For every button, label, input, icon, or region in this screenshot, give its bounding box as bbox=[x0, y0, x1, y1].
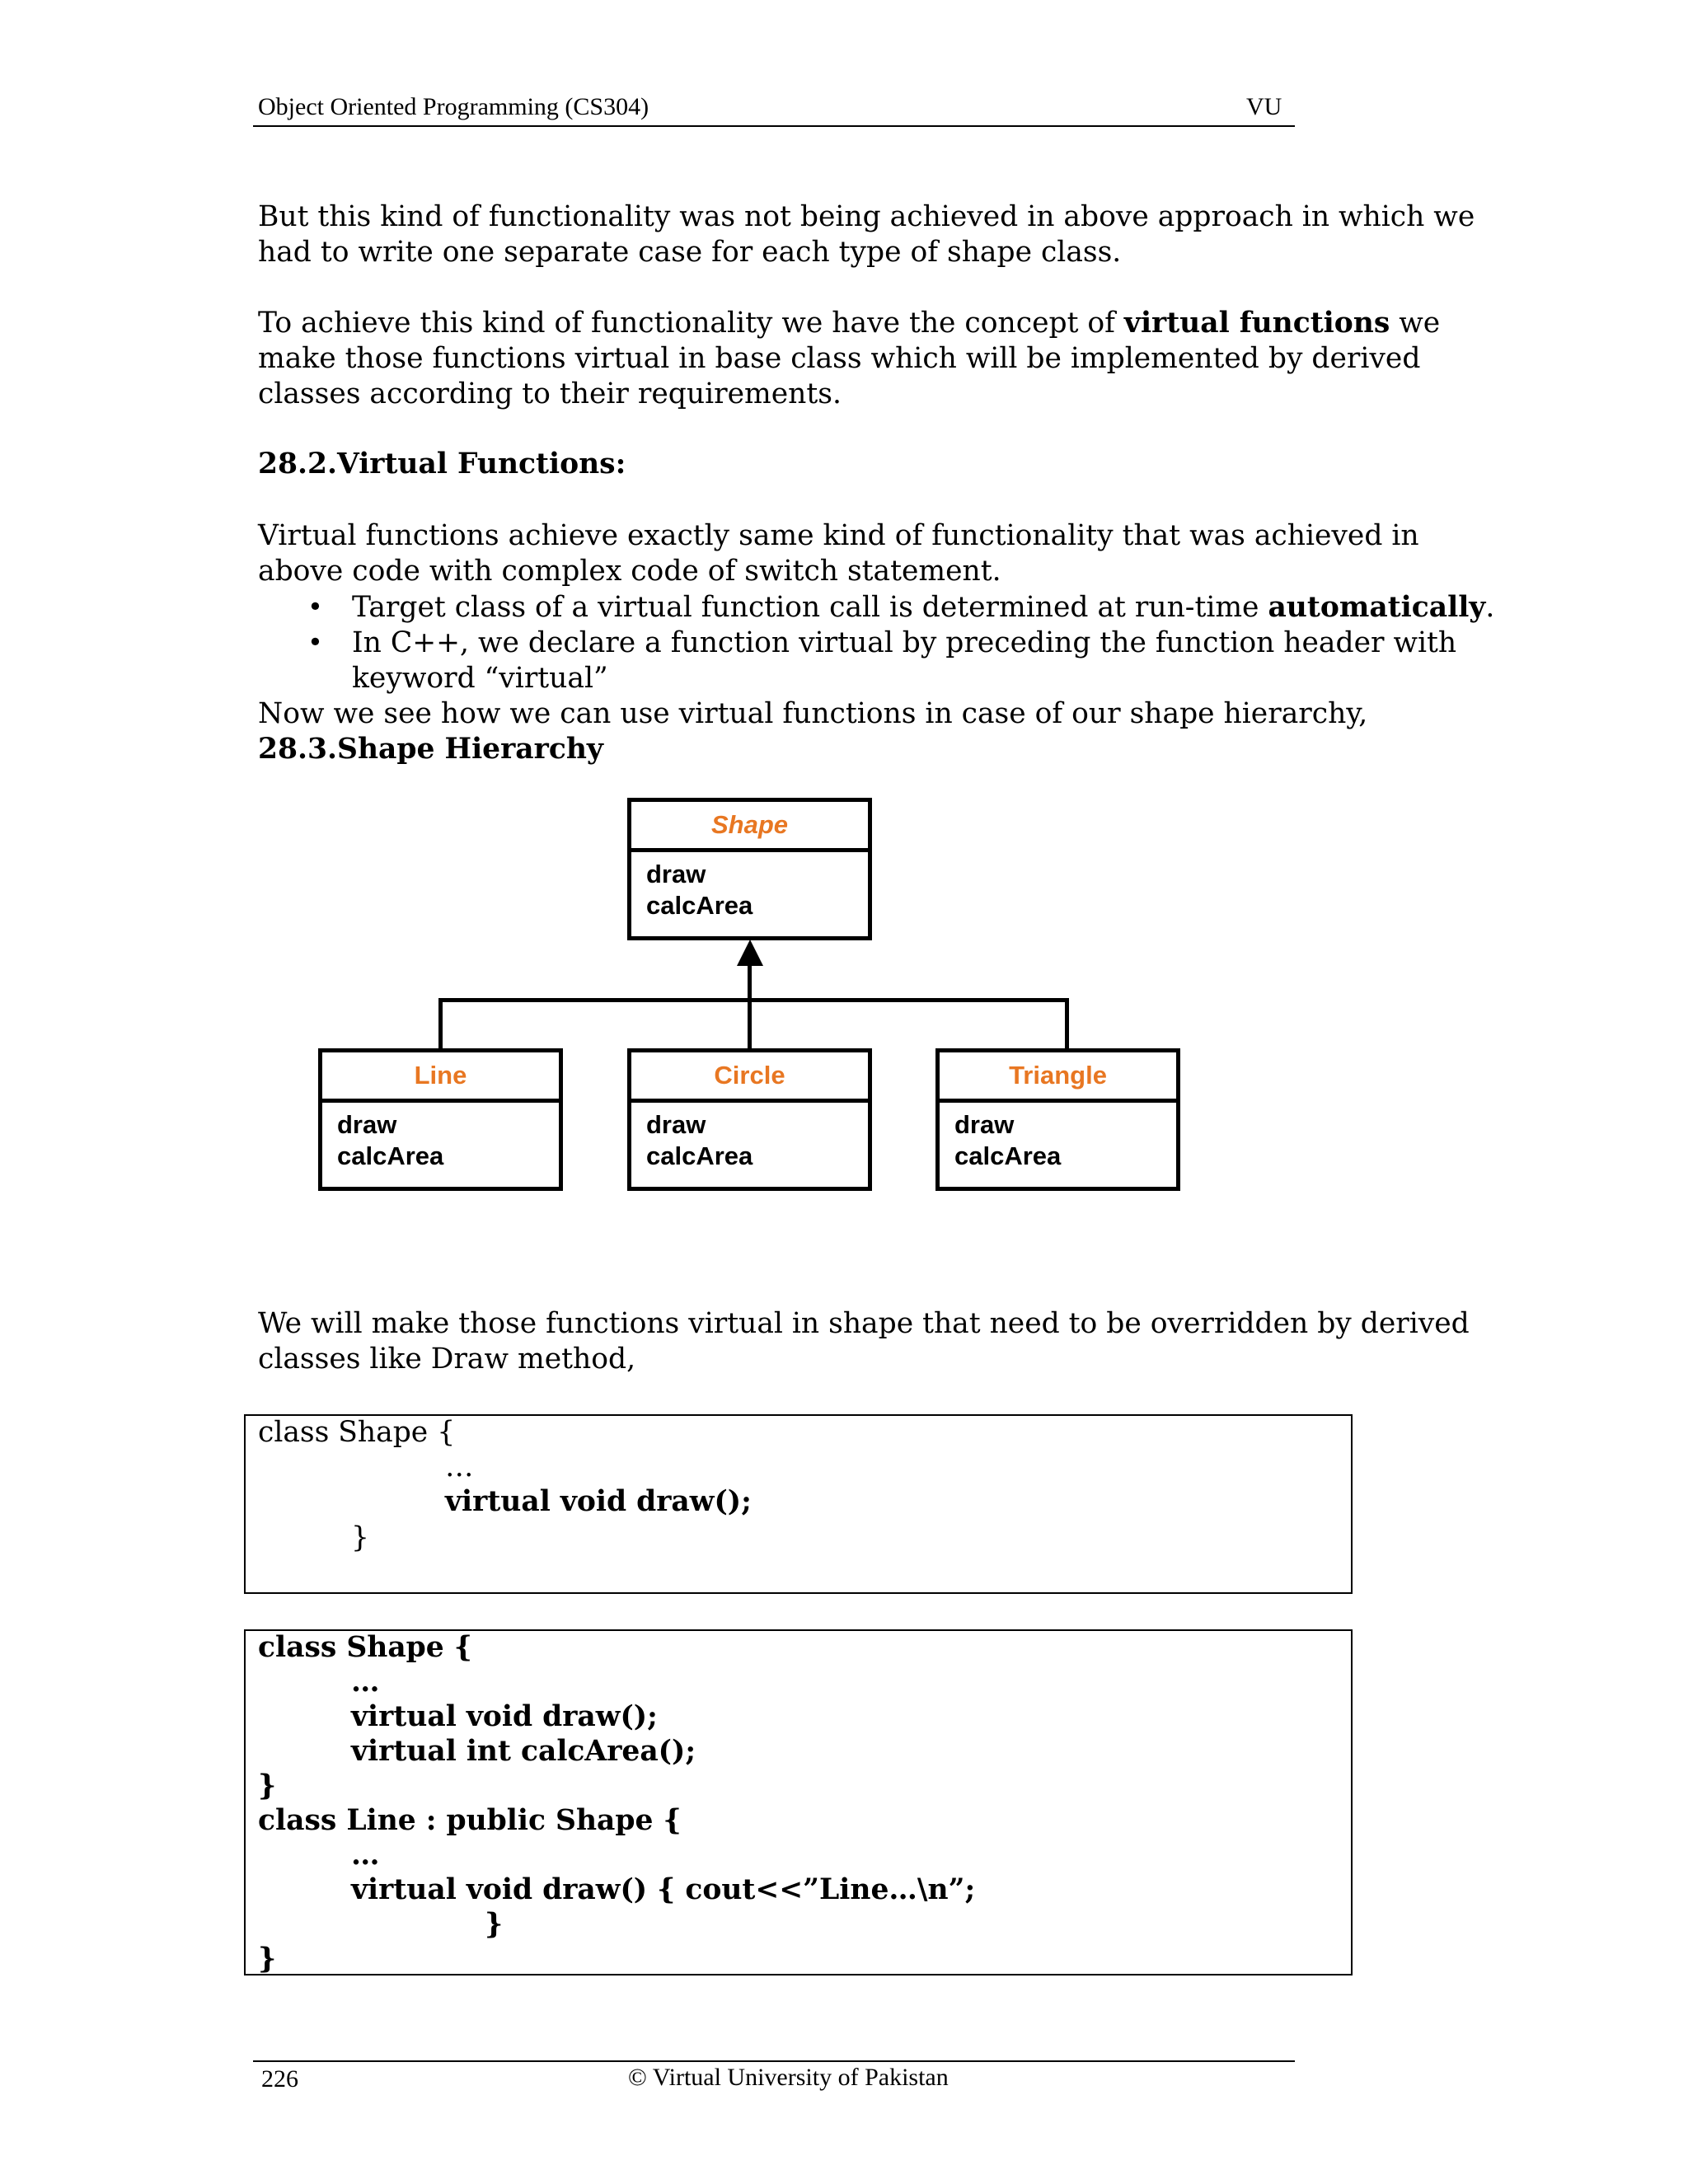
code-line: … bbox=[351, 1666, 380, 1699]
method-draw: draw bbox=[646, 860, 706, 888]
method-calcarea: calcArea bbox=[954, 1141, 1062, 1170]
bullet-2-line-2: keyword “virtual” bbox=[352, 662, 608, 695]
paragraph-2-line-1: To achieve this kind of functionality we have the concept of virtual functions we bbox=[258, 307, 1441, 340]
paragraph-2-line-2: make those functions virtual in base class which will be implemented by derived bbox=[258, 342, 1421, 375]
method-calcarea: calcArea bbox=[646, 1141, 753, 1170]
class-title-line: Line bbox=[322, 1052, 559, 1103]
code-line: class Shape { bbox=[258, 1631, 472, 1664]
method-calcarea: calcArea bbox=[646, 891, 753, 920]
method-draw: draw bbox=[954, 1110, 1015, 1139]
connector-line bbox=[438, 998, 443, 1050]
paragraph-3-line-2: above code with complex code of switch statement. bbox=[258, 555, 1001, 588]
code-line: } bbox=[258, 1769, 277, 1802]
bullet-icon: • bbox=[307, 591, 323, 622]
class-box-line bbox=[318, 1048, 563, 1191]
footer-copyright: © Virtual University of Pakistan bbox=[628, 2064, 949, 2091]
paragraph-3-line-1: Virtual functions achieve exactly same kind of functionality that was achieved in bbox=[258, 519, 1419, 552]
class-title-triangle: Triangle bbox=[940, 1052, 1176, 1103]
code-line: virtual void draw(); bbox=[445, 1485, 752, 1518]
connector-triangle bbox=[1065, 998, 1069, 1050]
method-draw: draw bbox=[337, 1110, 397, 1139]
paragraph-2-line-3: classes according to their requirements. bbox=[258, 377, 842, 410]
bullet-1-text: Target class of a virtual function call is determined at run-time automatically. bbox=[352, 591, 1495, 624]
code-line: virtual void draw() { cout<<”Line…\n”; bbox=[351, 1873, 976, 1906]
section-heading-shape-hierarchy: 28.3.Shape Hierarchy bbox=[258, 733, 603, 766]
inheritance-arrow-icon bbox=[736, 940, 764, 968]
paragraph-1-line-2: had to write one separate case for each type of shape class. bbox=[258, 236, 1122, 269]
code-line: virtual int calcArea(); bbox=[351, 1735, 696, 1768]
footer-rule bbox=[253, 2060, 1295, 2062]
code-line: } bbox=[485, 1908, 504, 1941]
paragraph-5-line-2: classes like Draw method, bbox=[258, 1343, 636, 1376]
class-title-circle: Circle bbox=[631, 1052, 868, 1103]
paragraph-1-line-1: But this kind of functionality was not being achieved in above approach in which we bbox=[258, 200, 1475, 233]
header-rule bbox=[253, 125, 1295, 127]
method-draw: draw bbox=[646, 1110, 706, 1139]
connector-horizontal bbox=[438, 998, 1069, 1002]
bullet-icon: • bbox=[307, 626, 323, 658]
code-line: class Shape { bbox=[258, 1416, 456, 1449]
code-line: … bbox=[351, 1839, 380, 1872]
paragraph-5-line-1: We will make those functions virtual in shape that need to be overridden by derived bbox=[258, 1307, 1470, 1340]
method-calcarea: calcArea bbox=[337, 1141, 444, 1170]
page-number: 226 bbox=[261, 2065, 298, 2093]
code-line: } bbox=[351, 1521, 369, 1554]
class-box-shape bbox=[627, 798, 872, 940]
paragraph-4: Now we see how we can use virtual functions in case of our shape hierarchy, bbox=[258, 697, 1368, 730]
header-vu: VU bbox=[1246, 93, 1282, 120]
code-line: class Line : public Shape { bbox=[258, 1804, 682, 1837]
bullet-2-line-1: In C++, we declare a function virtual by preceding the function header with bbox=[352, 626, 1457, 659]
class-box-triangle bbox=[935, 1048, 1180, 1191]
class-box-circle bbox=[627, 1048, 872, 1191]
virtual-functions-term: virtual functions bbox=[1123, 307, 1390, 340]
code-box-2 bbox=[244, 1629, 1353, 1975]
section-heading-virtual-functions: 28.2.Virtual Functions: bbox=[258, 448, 626, 480]
code-line: } bbox=[258, 1943, 277, 1975]
header-course-title: Object Oriented Programming (CS304) bbox=[258, 93, 649, 120]
class-title-shape: Shape bbox=[631, 802, 868, 852]
code-line: virtual void draw(); bbox=[351, 1700, 658, 1733]
code-line: … bbox=[445, 1451, 474, 1483]
